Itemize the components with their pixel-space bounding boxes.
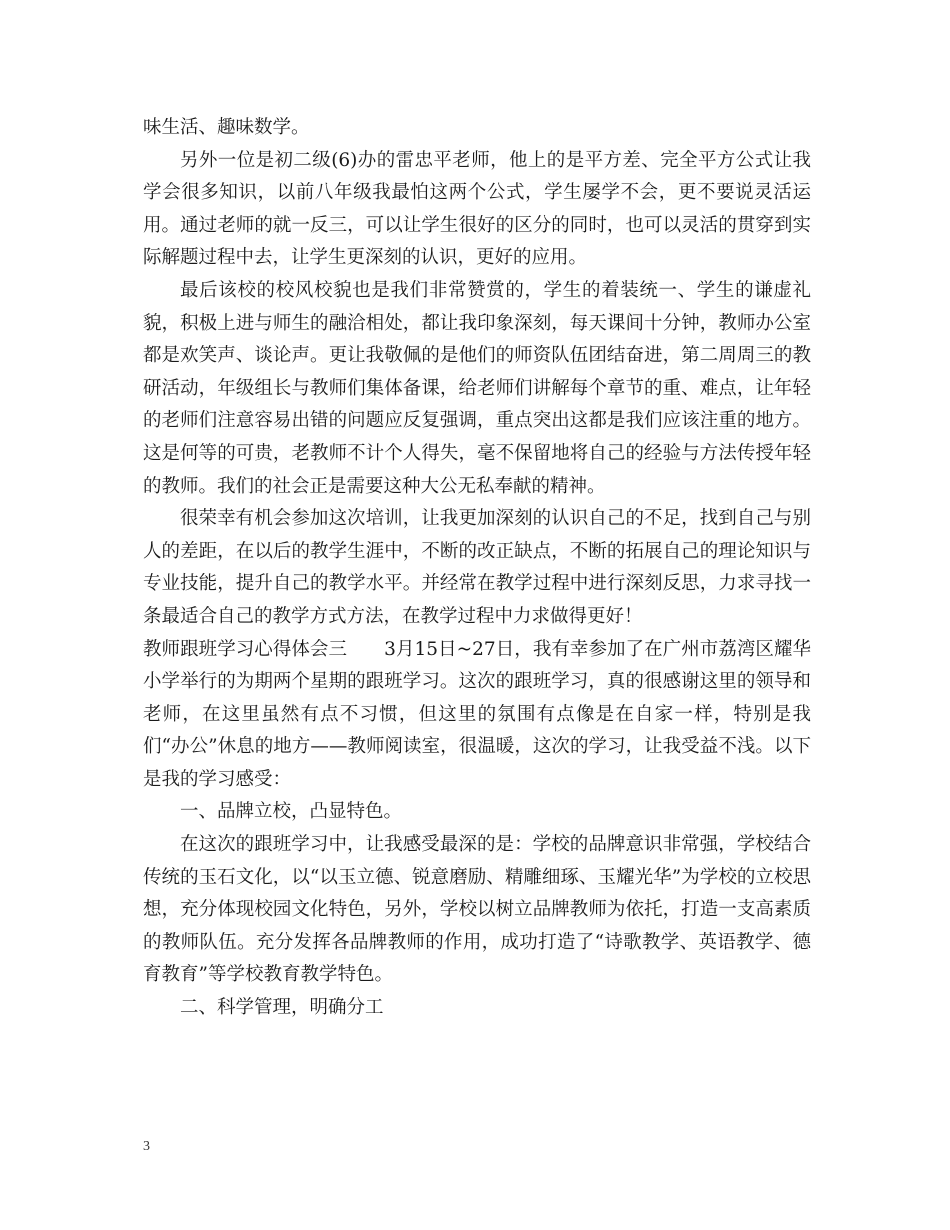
paragraph-4: 很荣幸有机会参加这次培训，让我更加深刻的认识自己的不足，找到自己与别人的差距，在以后的教学生涯中，不断的改正缺点，不断的拓展自己的理论知识与专业技能，提升自己的教学水平。并经常在教学过程中进行深刻反思，力求寻找一条最适合自己的教学方式方法，在教学过程中力求做得更好！ [143,508,811,627]
paragraph-2: 另外一位是初二级(6)办的雷忠平老师，他上的是平方差、完全平方公式让我学会很多知识，以前八年级我最怕这两个公式，学生屡学不会，更不要说灵活运用。通过老师的就一反三，可以让学生很好的区分的同时，也可以灵活的贯穿到实际解题过程中去，让学生更深刻的认识，更好的应用。 [143,149,811,269]
document-body [143,112,811,1025]
paragraph-1: 味生活、趣味数学。 [143,117,310,138]
page-number: 3 [143,1139,150,1154]
paragraph-6: 在这次的跟班学习中，让我感受最深的是：学校的品牌意识非常强，学校结合传统的玉石文化，以“以玉立德、锐意磨励、精雕细琢、玉耀光华”为学校的立校思想，充分体现校园文化特色，另外，学校以树立品牌教师为依托，打造一支高素质的教师队伍。充分发挥各品牌教师的作用，成功打造了“诗歌教学、英语教学、德育教育”等学校教育教学特色。 [143,834,811,986]
paragraph-3: 最后该校的校风校貌也是我们非常赞赏的，学生的着装统一、学生的谦虚礼貌，积极上进与师生的融洽相处，都让我印象深刻，每天课间十分钟，教师办公室都是欢笑声、谈论声。更让我敬佩的是他们的师资队伍团结奋进，第二周周三的教研活动，年级组长与教师们集体备课，给老师们讲解每个章节的重、难点，让年轻的老师们注意容易出错的问题应反复强调，重点突出这都是我们应该注重的地方。这是何等的可贵，老教师不计个人得失，毫不保留地将自己的经验与方法传授年轻的教师。我们的社会正是需要这种大公无私奉献的精神。 [143,279,811,497]
section-heading-1: 一、品牌立校，凸显特色。 [180,801,403,823]
section-heading-2: 二、科学管理，明确分工 [180,997,384,1019]
paragraph-5: 教师跟班学习心得体会三 3月15日~27日，我有幸参加了在广州市荔湾区耀华小学举行的为期两个星期的跟班学习。这次的跟班学习，真的很感谢这里的领导和老师，在这里虽然有点不习惯，但这里的氛围有点像是在自家一样，特别是我们“办公”休息的地方——教师阅读室，很温暖，这次的学习，让我受益不浅。以下是我的学习感受： [143,638,811,790]
